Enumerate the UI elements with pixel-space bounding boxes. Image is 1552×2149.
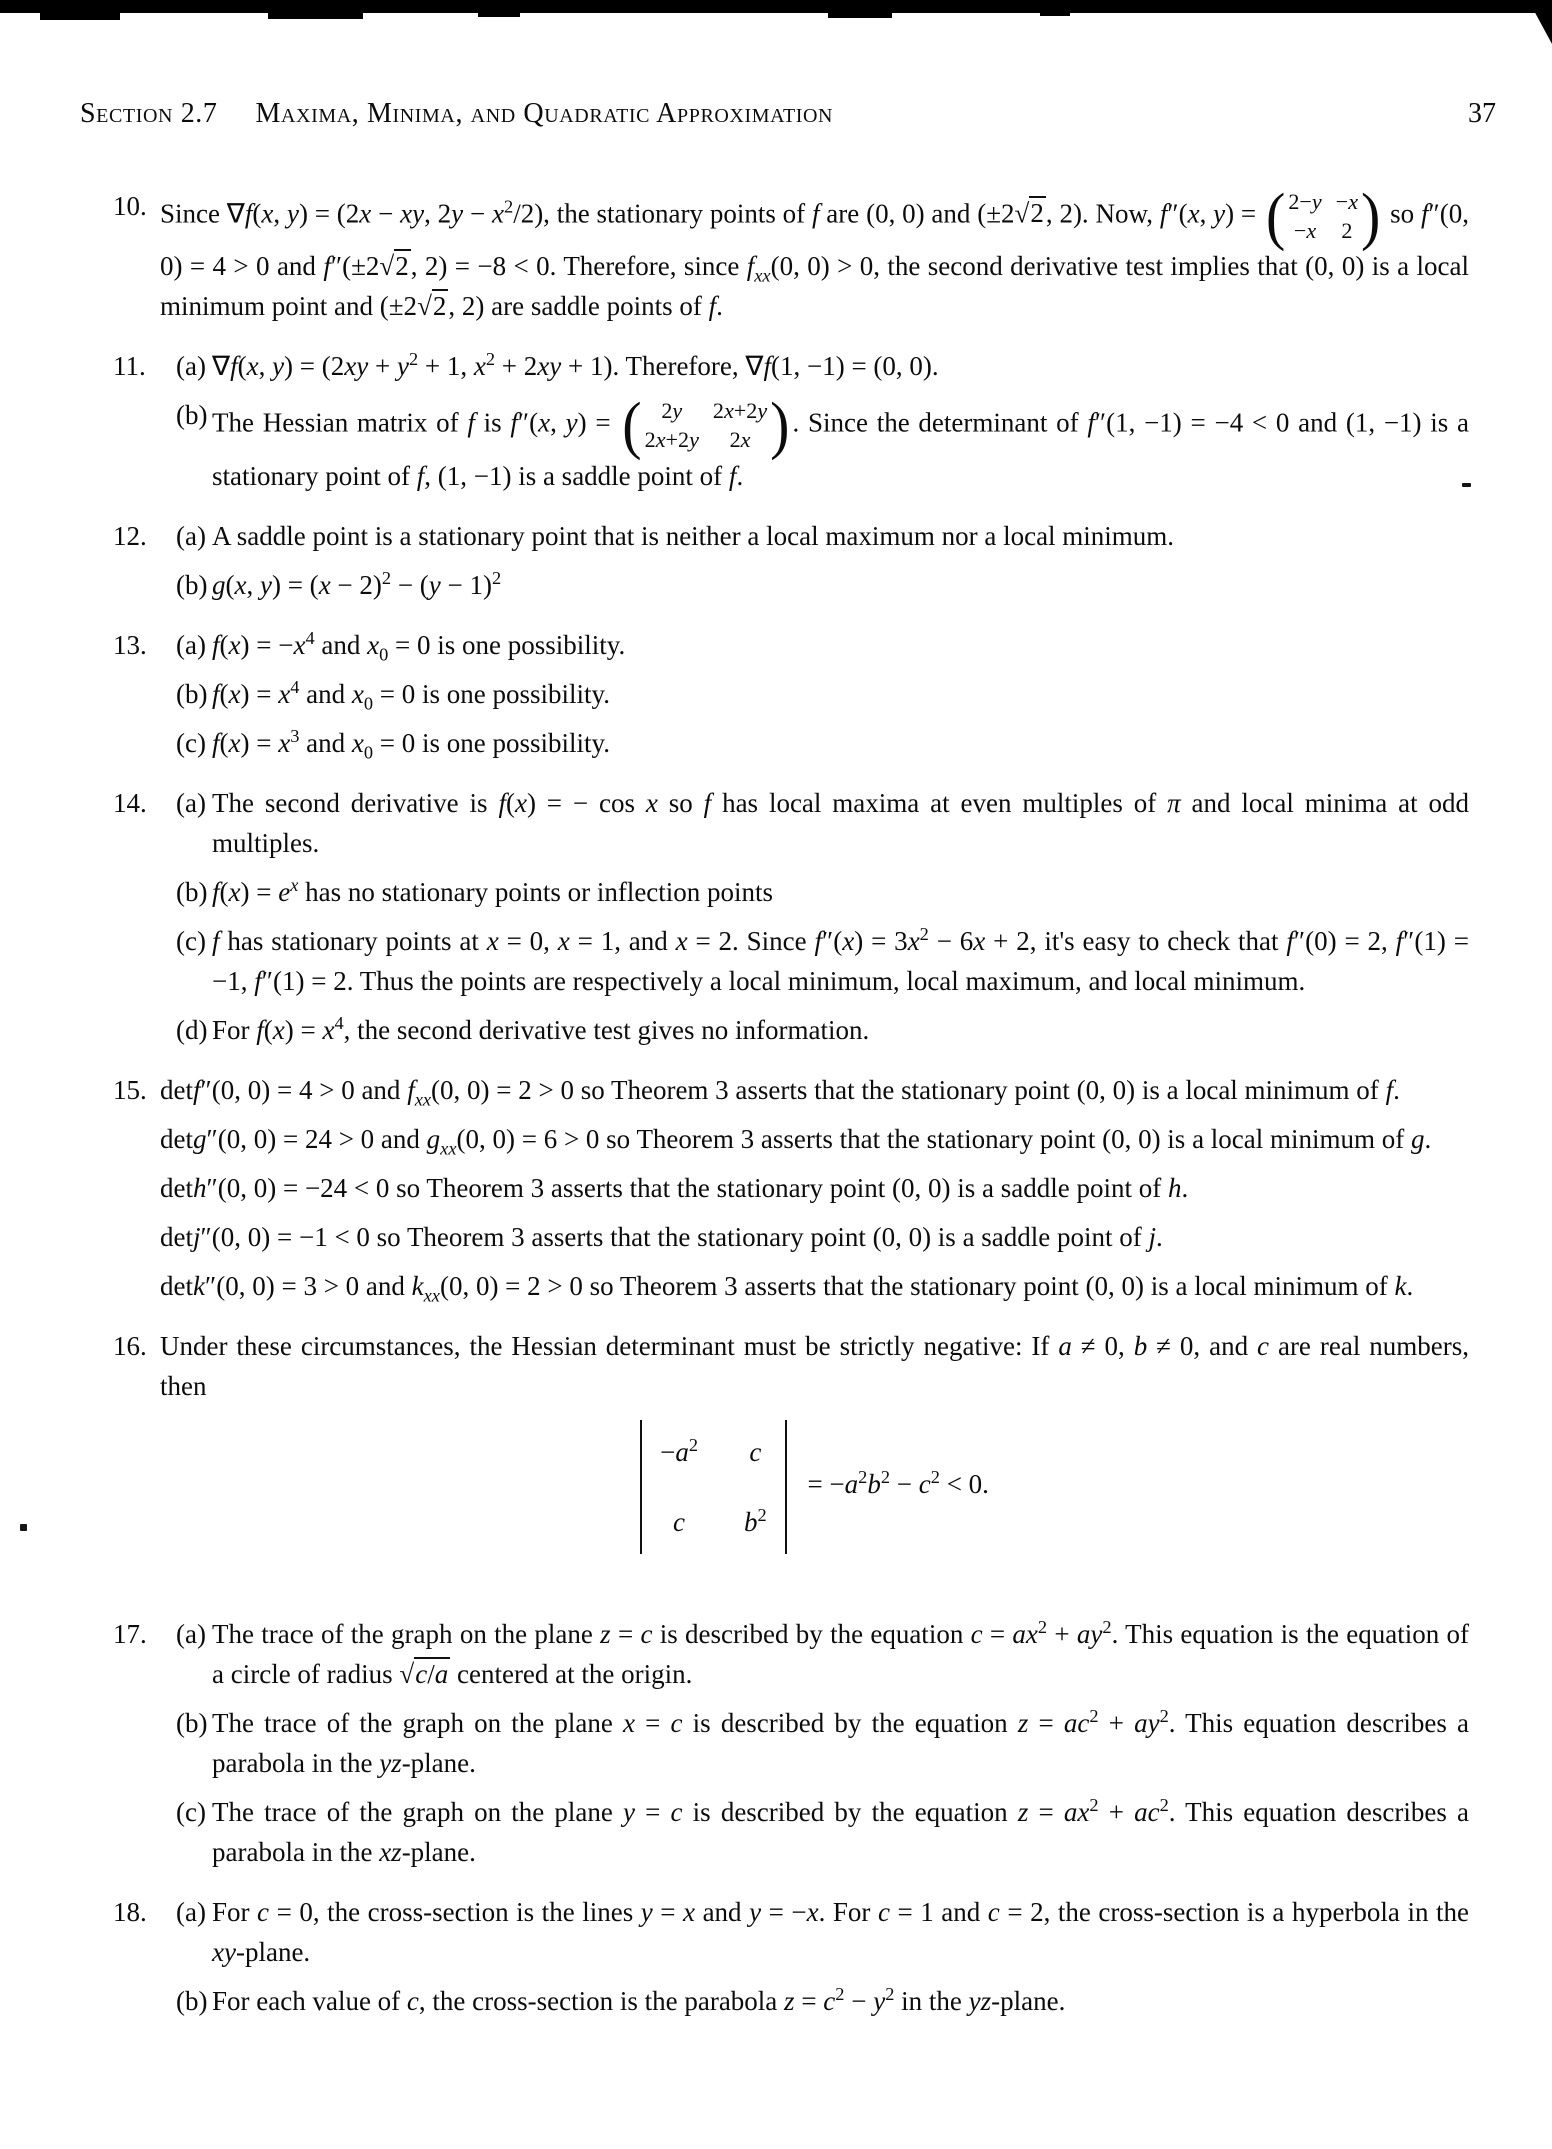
- part-text: detf″(0, 0) = 4 > 0 and $f_{xx}(0$, 0) = 2 > 0 so Theorem 3 asserts that the stationary point (0, 0) is a local minimum of f.: [160, 1074, 1400, 1110]
- part-text: For $f(x) = x^4$, the second derivative test gives no information.: [212, 1012, 870, 1045]
- problem-number: 18.: [113, 1896, 147, 1927]
- problem-11: [113, 346, 1469, 495]
- problem-part: [160, 1070, 1469, 1110]
- problem-number: 13.: [113, 629, 147, 660]
- problem-body: [160, 179, 1470, 326]
- part-text: $f(x) = -x^4$ and $x_0 = 0$ is one possibility.: [212, 627, 626, 665]
- scan-artifact-bump: [478, 10, 520, 17]
- problem-body: [160, 625, 1469, 763]
- scan-artifact-bump: [268, 10, 363, 19]
- part-label: (a): [176, 1896, 206, 1927]
- page-number: 37: [1468, 98, 1496, 129]
- part-label: (b): [176, 569, 208, 600]
- problem-part: [160, 723, 1469, 763]
- part-text: ∇f(x, $y) = (2xy + y^2 + 1$, $x^2 + 2xy + 1$). Therefore, ∇f(1, −1) = (0, 0).: [212, 349, 939, 382]
- problem-part: [160, 783, 1469, 863]
- part-text: deth″(0, 0) = −24 < 0 so Theorem 3 asserts that the stationary point (0, 0) is a saddle point of h.: [160, 1172, 1189, 1203]
- part-text: detj″(0, 0) = −1 < 0 so Theorem 3 asserts that the stationary point (0, 0) is a saddle point of j.: [160, 1221, 1163, 1252]
- part-text: $f(x) = x^3$ and $x_0 = 0$ is one possibility.: [212, 725, 611, 763]
- problem-number: 15.: [113, 1074, 147, 1105]
- part-text: The second derivative is f(x) = − cos x so f has local maxima at even multiples of π and local minima at odd multiples.: [212, 787, 1469, 858]
- problem-body: [160, 346, 1469, 495]
- problems: [113, 179, 1470, 2041]
- part-label: (d): [176, 1014, 208, 1045]
- part-text: f has stationary points at x = 0, x = 1, and x = 2. Since $f''(x) = 3x^2 - 6x + 2$, it's easy to check that f″(0) = 2, f″(1) = −1, f″(1) = 2. Thus the points are respectively a local minimum, local maximum, and local minimum.: [212, 923, 1469, 996]
- part-label: (a): [176, 629, 206, 660]
- scan-artifact-top-bar: [0, 0, 1552, 13]
- problem-body: [160, 1614, 1469, 1872]
- problem-part: [160, 1217, 1469, 1257]
- problem-part: [160, 346, 1469, 386]
- problem-part: [160, 1792, 1469, 1872]
- section-title: Maxima, Minima, and Quadratic Approximation: [255, 98, 834, 129]
- part-text: The trace of the graph on the plane x = c is described by the equation $z = ac^2 + ay^2$. This equation describes a parabola in the yz-plane.: [212, 1705, 1470, 1778]
- problem-part: [160, 388, 1469, 495]
- problem-16: [113, 1326, 1469, 1594]
- problem-part: [160, 1266, 1469, 1306]
- problem-part: [160, 674, 1469, 714]
- part-label: (c): [176, 1796, 206, 1827]
- header-left: [80, 94, 833, 134]
- problem-part: [160, 1168, 1469, 1208]
- problem-part: [160, 1326, 1469, 1406]
- part-text: The trace of the graph on the plane y = c is described by the equation $z = ax^2 + ac^2$. This equation describes a parabola in the xz-plane.: [212, 1794, 1470, 1867]
- problem-part: [160, 1703, 1469, 1783]
- problem-number: 16.: [113, 1330, 147, 1361]
- part-text: The Hessian matrix of f is f″(x, y) = ( 2y 2x+2y 2x+2y 2x ) . Since the determinant of f″(1, −1) = −4 < 0 and (1, −1) is a stationary point of f, (1, −1) is a saddle point of f.: [212, 388, 1469, 491]
- part-text: detg″(0, 0) = 24 > 0 and $g_{xx}(0$, 0) = 6 > 0 so Theorem 3 asserts that the stationary point (0, 0) is a local minimum of g.: [160, 1123, 1432, 1159]
- problem-part: [160, 1010, 1469, 1050]
- problem-part: [160, 921, 1469, 1001]
- problem-number: 12.: [113, 520, 147, 551]
- problem-body: [160, 1070, 1469, 1306]
- problem-number: 17.: [113, 1618, 147, 1649]
- part-text: A saddle point is a stationary point that is neither a local maximum nor a local minimum.: [212, 520, 1175, 551]
- section-number: Section 2.7: [80, 98, 218, 129]
- problem-body: [160, 783, 1469, 1050]
- problem-18: [113, 1892, 1469, 2021]
- page-header: [80, 94, 1496, 134]
- problem-body: [160, 1326, 1469, 1594]
- part-text: The trace of the graph on the plane z = c is described by the equation $c = ax^2 + ay^2$. This equation is the equation of a circle of radius √c/a centered at the origin.: [212, 1616, 1469, 1689]
- problem-number: 14.: [113, 787, 147, 818]
- part-text: Under these circumstances, the Hessian determinant must be strictly negative: If a ≠ 0, b ≠ 0, and c are real numbers, then: [160, 1330, 1469, 1401]
- problem-part: [160, 1614, 1469, 1694]
- problem-number: 11.: [113, 351, 146, 382]
- part-label: (b): [176, 1985, 208, 2016]
- part-text: Since ∇f(x, y) = (2x − xy, $2y - x^2/2$), the stationary points of f are (0, 0) and (±2√2, 2). Now, f″(x, y) = ( 2−y −x −x 2 ) so f″(0, 0) = 4 > 0 and f″(±2√2, 2) = −8 < 0. Therefore, since $f_{xx}(0$, 0) > 0, the second derivative test implies that (0, 0) is a local minimum point and (±2√2, 2) are saddle points of f.: [160, 179, 1470, 322]
- problem-10: [113, 179, 1470, 326]
- part-text: $f(x) = x^4$ and $x_0 = 0$ is one possibility.: [212, 676, 611, 714]
- scan-artifact-speck: [20, 1524, 27, 1531]
- problem-body: [160, 1892, 1469, 2021]
- part-label: (c): [176, 727, 206, 758]
- part-label: (b): [176, 1707, 208, 1738]
- part-text: g(x, $y) = (x - 2)^2 - (y - 1)^2$: [212, 567, 502, 600]
- problem-part: [160, 565, 1469, 605]
- scan-artifact-bump: [40, 10, 120, 20]
- problem-12: [113, 516, 1469, 605]
- problem-part: [160, 1119, 1469, 1159]
- scan-artifact-bump: [828, 10, 892, 18]
- problem-part: [160, 516, 1469, 556]
- part-label: (a): [176, 351, 206, 382]
- problem-body: [160, 516, 1469, 605]
- display-equation: $-a^2$ c c $b^2$ = $-a^2b^2 - c^2 < 0$.: [160, 1420, 1469, 1554]
- problem-14: [113, 783, 1469, 1050]
- part-label: (a): [176, 787, 206, 818]
- part-label: (b): [176, 876, 208, 907]
- scan-artifact-bump: [1040, 10, 1070, 16]
- problem-part: [160, 1981, 1469, 2021]
- problem-part: [160, 872, 1469, 912]
- problem-part: [160, 1892, 1469, 1972]
- part-label: (a): [176, 1618, 206, 1649]
- problem-13: [113, 625, 1469, 763]
- problem-number: 10.: [113, 191, 147, 221]
- problem-17: [113, 1614, 1469, 1872]
- problem-part: [160, 179, 1470, 326]
- part-text: $f(x) = e^x$ has no stationary points or inflection points: [212, 874, 774, 907]
- part-text: For each value of c, the cross-section is the parabola $z = c^2 - y^2$ in the yz-plane.: [212, 1983, 1066, 2016]
- part-label: (b): [176, 400, 208, 431]
- part-text: For c = 0, the cross-section is the lines y = x and y = −x. For c = 1 and c = 2, the cross-section is a hyperbola in the xy-plane.: [212, 1896, 1469, 1967]
- problem-part: [160, 625, 1469, 665]
- problem-15: [113, 1070, 1469, 1306]
- part-label: (c): [176, 925, 206, 956]
- part-label: (a): [176, 520, 206, 551]
- part-text: detk″(0, 0) = 3 > 0 and $k_{xx}(0$, 0) = 2 > 0 so Theorem 3 asserts that the stationary point (0, 0) is a local minimum of k.: [160, 1270, 1414, 1306]
- part-label: (b): [176, 678, 208, 709]
